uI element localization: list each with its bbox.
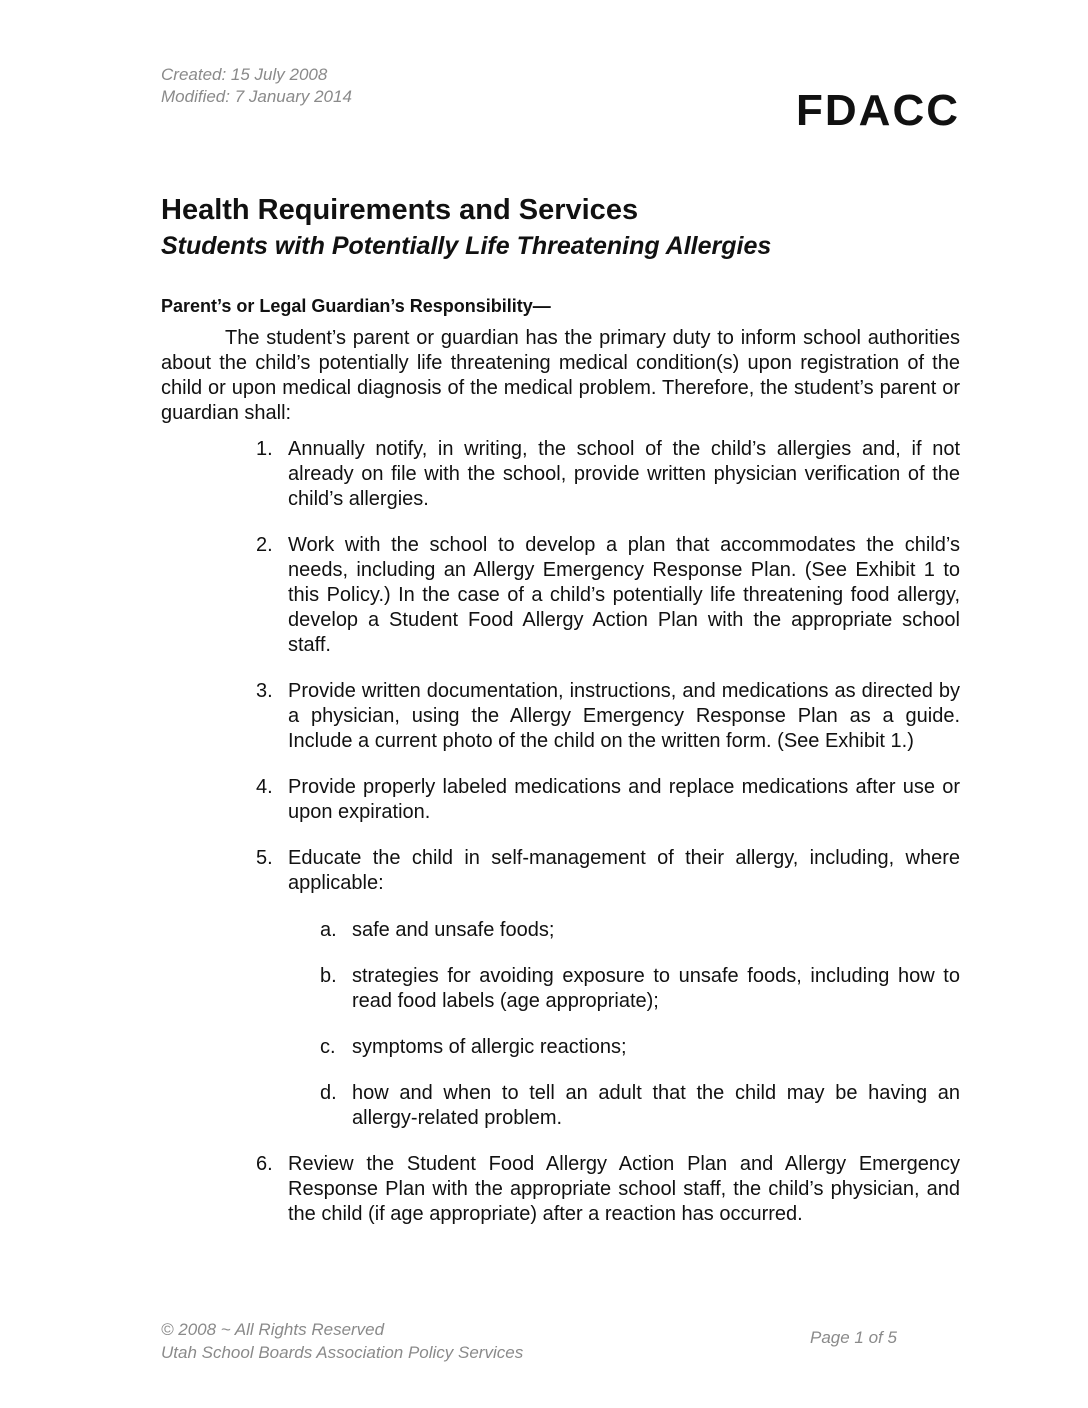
item-text: Review the Student Food Allergy Action Plan and Allergy Emergency Response Plan with the appropriate school staff, the child’s physician, and the child (if age appropriate) after a reaction has occurred.	[288, 1153, 960, 1225]
sub-list-item	[320, 918, 960, 943]
intro-text: The student’s parent or guardian has the primary duty to inform school authorities about the child’s potentially life threatening medical condition(s) upon registration of the child or upon medical diagnosis of the medical problem. Therefore, the student’s parent or guardian shall:	[161, 327, 960, 424]
item-text: Work with the school to develop a plan that accommodates the child’s needs, including an Allergy Emergency Response Plan. (See Exhibit 1 to this Policy.) In the case of a child’s potentially life threatening food allergy, develop a Student Food Allergy Action Plan with the appropriate school staff.	[288, 534, 960, 656]
sub-list	[288, 918, 960, 1131]
list-item	[256, 533, 960, 658]
item-number: 2.	[256, 534, 273, 556]
item-text: Provide properly labeled medications and replace medications after use or upon expiration.	[288, 776, 960, 823]
list-item	[256, 437, 960, 512]
item-number: 6.	[256, 1153, 273, 1175]
sub-list-item	[320, 964, 960, 1014]
list-item	[256, 775, 960, 825]
organization-text: Utah School Boards Association Policy Services	[161, 1343, 524, 1362]
item-text: Educate the child in self-management of their allergy, including, where applicable:	[288, 847, 960, 894]
item-text: Annually notify, in writing, the school of the child’s allergies and, if not already on file with the school, provide written physician verification of the child’s allergies.	[288, 438, 960, 510]
page-number: Page 1 of 5	[810, 1328, 897, 1347]
sub-item-letter: d.	[320, 1082, 337, 1104]
responsibility-list	[256, 437, 960, 1248]
sub-item-letter: a.	[320, 919, 337, 941]
item-text: Provide written documentation, instructions, and medications as directed by a physician, using the Allergy Emergency Response Plan as a guide. Include a current photo of the child on the written form. (See Exhibit 1.)	[288, 680, 960, 752]
item-number: 1.	[256, 438, 273, 460]
footer-credits	[161, 1318, 523, 1364]
page-title: Health Requirements and Services	[161, 194, 639, 226]
sub-item-text: safe and unsafe foods;	[352, 919, 555, 941]
section-heading: Parent’s or Legal Guardian’s Responsibility—	[161, 296, 551, 316]
sub-item-text: strategies for avoiding exposure to unsafe foods, including how to read food labels (age appropriate);	[352, 965, 960, 1012]
sub-list-item	[320, 1035, 960, 1060]
sub-item-text: symptoms of allergic reactions;	[352, 1036, 627, 1058]
sub-item-letter: b.	[320, 965, 337, 987]
document-dates	[161, 64, 352, 108]
list-item	[256, 679, 960, 754]
item-number: 3.	[256, 680, 273, 702]
sub-item-text: how and when to tell an adult that the child may be having an allergy-related problem.	[352, 1082, 960, 1129]
sub-list-item	[320, 1081, 960, 1131]
list-item	[256, 846, 960, 1131]
sub-item-letter: c.	[320, 1036, 336, 1058]
item-number: 4.	[256, 776, 273, 798]
modified-date: Modified: 7 January 2014	[161, 87, 352, 106]
copyright-text: © 2008 ~ All Rights Reserved	[161, 1320, 385, 1339]
list-item	[256, 1152, 960, 1227]
policy-code: FDACC	[796, 86, 960, 135]
page-subtitle: Students with Potentially Life Threatening Allergies	[161, 232, 772, 260]
intro-paragraph	[161, 326, 960, 426]
created-date: Created: 15 July 2008	[161, 65, 328, 84]
item-number: 5.	[256, 847, 273, 869]
